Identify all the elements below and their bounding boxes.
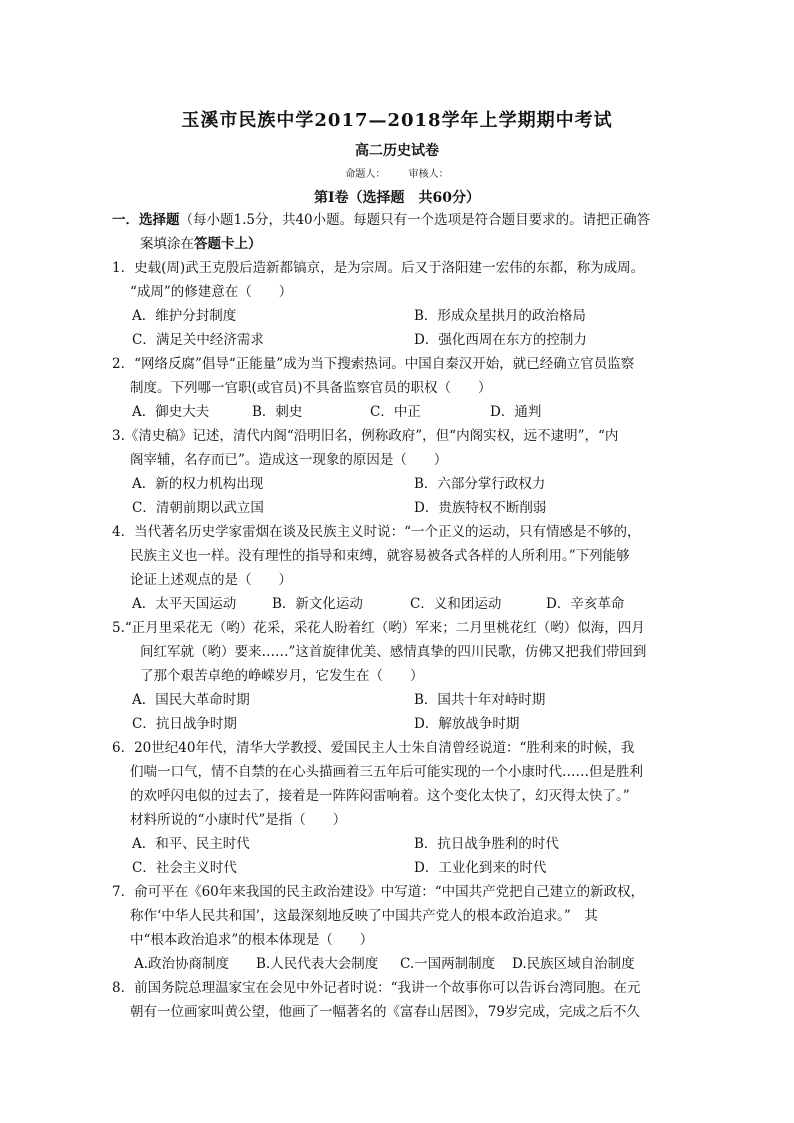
question-3-option-b: B．六部分掌行政权力: [414, 476, 546, 492]
question-2-option-c: C．中正: [370, 404, 421, 420]
question-4-line: 民族主义也一样。没有理性的指导和束缚，就容易被各式各样的人所利用。”下列能够: [130, 548, 630, 564]
question-3-line: 3.《清史稿》记述，清代内阁“沿明旧名，例称政府”，但“内阁实权，远不逮明”，“内: [112, 428, 619, 444]
question-4-line: 4．当代著名历史学家雷烟在谈及民族主义时说：“一个正义的运动，只有情感是不够的，: [112, 524, 641, 540]
question-6-option-a: A．和平、民主时代: [132, 836, 250, 852]
reviewer-label: 审核人：: [408, 169, 449, 180]
question-2-option-a: A．御史大夫: [132, 404, 210, 420]
question-6-line: 们喘一口气，情不自禁的在心头描画着三五年后可能实现的一个小康时代……但是胜利: [130, 764, 643, 780]
question-2-line: 2．“网络反腐”倡导“正能量”成为当下搜索热词。中国自秦汉开始，就已经确立官员监察: [112, 356, 635, 372]
question-4-option-d: D．辛亥革命: [546, 596, 625, 612]
instruction-text: 案填涂在: [140, 236, 194, 252]
question-3-option-a: A．新的权力机构出现: [132, 476, 264, 492]
question-4-option-c: C．义和团运动: [410, 596, 502, 612]
question-2-option-b: B．刺史: [252, 404, 303, 420]
section-title: 第Ⅰ卷（选择题 共60分）: [313, 190, 481, 206]
question-2-option-d: D．通判: [490, 404, 542, 420]
question-3-option-c: C．清朝前期以武立国: [132, 500, 264, 516]
question-6-option-c: C．社会主义时代: [132, 860, 237, 876]
question-6-line: 6．20世纪40年代，清华大学教授、爱国民主人士朱自清曾经说道：“胜利来的时候，我: [112, 740, 635, 756]
author-label: 命题人：: [345, 169, 386, 180]
question-7-option-c: C.一国两制制度: [400, 956, 496, 972]
question-4-option-b: B．新文化运动: [272, 596, 363, 612]
instruction-line: [140, 234, 262, 254]
question-7-option-a: A.政治协商制度: [134, 956, 230, 972]
question-3-line: 阁宰辅，名存而已”。造成这一现象的原因是（ ）: [130, 452, 448, 468]
question-7-line: 7．俞可平在《60年来我国的民主政治建设》中写道：“中国共产党把自己建立的新政权，: [112, 884, 645, 900]
question-1-option-c: C．满足关中经济需求: [132, 332, 264, 348]
question-1-line: 1．史载(周)武王克殷后造新都镐京，是为宗周。后又于洛阳建一宏伟的东都，称为成周。: [112, 260, 645, 276]
author-line: [0, 165, 794, 180]
question-7-line: 中“根本政治追求”的根本体现是（ ）: [130, 932, 374, 948]
question-1-line: “成周”的修建意在（ ）: [130, 284, 293, 300]
question-5-option-d: D．解放战争时期: [414, 716, 520, 732]
instruction-answer-sheet: 答题卡上）: [194, 236, 262, 252]
question-5-line: 了那个艰苦卓绝的峥嵘岁月，它发生在（ ）: [140, 668, 424, 684]
question-5-line: 5.“正月里采花无（哟）花采，采花人盼着红（哟）军来；二月里桃花红（哟）似海，四月: [112, 620, 645, 636]
question-6-option-d: D．工业化到来的时代: [414, 860, 547, 876]
exam-title: 玉溪市民族中学2017—2018学年上学期期中考试: [181, 110, 613, 131]
instruction-heading: 一．选择题: [112, 212, 180, 228]
question-1-option-b: B．形成众星拱月的政治格局: [414, 308, 586, 324]
question-8-line: 8．前国务院总理温家宝在会见中外记者时说：“我讲一个故事你可以告诉台湾同胞。在元: [112, 980, 641, 996]
question-4-option-a: A．太平天国运动: [132, 596, 237, 612]
question-8-line: 朝有一位画家叫黄公望，他画了一幅著名的《富春山居图》，79岁完成，完成之后不久: [130, 1004, 640, 1020]
question-6-line: 的欢呼闪电似的过去了，接着是一阵阵闷雷响着。这个变化太快了，幻灭得太快了。”: [130, 788, 630, 804]
question-3-option-d: D．贵族特权不断削弱: [414, 500, 547, 516]
question-6-line: 材料所说的“小康时代”是指（ ）: [130, 812, 347, 828]
question-6-option-b: B．抗日战争胜利的时代: [414, 836, 559, 852]
question-7-line: 称作‘中华人民共和国’，这最深刻地反映了中国共产党人的根本政治追求。” 其: [130, 908, 598, 924]
question-4-line: 论证上述观点的是（ ）: [130, 572, 292, 588]
question-2-line: 制度。下列哪一官职(或官员)不具备监察官员的职权（ ）: [130, 380, 492, 396]
question-7-option-d: D.民族区域自治制度: [512, 956, 635, 972]
question-1-option-d: D．强化西周在东方的控制力: [414, 332, 587, 348]
question-5-line: 间红军就（哟）要来……”这首旋律优美、感情真挚的四川民歌，仿佛又把我们带回到: [140, 644, 647, 660]
instruction-line: [112, 210, 650, 230]
question-5-option-b: B．国共十年对峙时期: [414, 692, 546, 708]
question-7-option-b: B.人民代表大会制度: [256, 956, 379, 972]
question-5-option-a: A．国民大革命时期: [132, 692, 250, 708]
instruction-text: （每小题1.5分，共40小题。每题只有一个选项是符合题目要求的。请把正确答: [179, 212, 651, 228]
exam-subtitle: 高二历史试卷: [355, 143, 439, 159]
question-5-option-c: C．抗日战争时期: [132, 716, 237, 732]
question-1-option-a: A．维护分封制度: [132, 308, 237, 324]
